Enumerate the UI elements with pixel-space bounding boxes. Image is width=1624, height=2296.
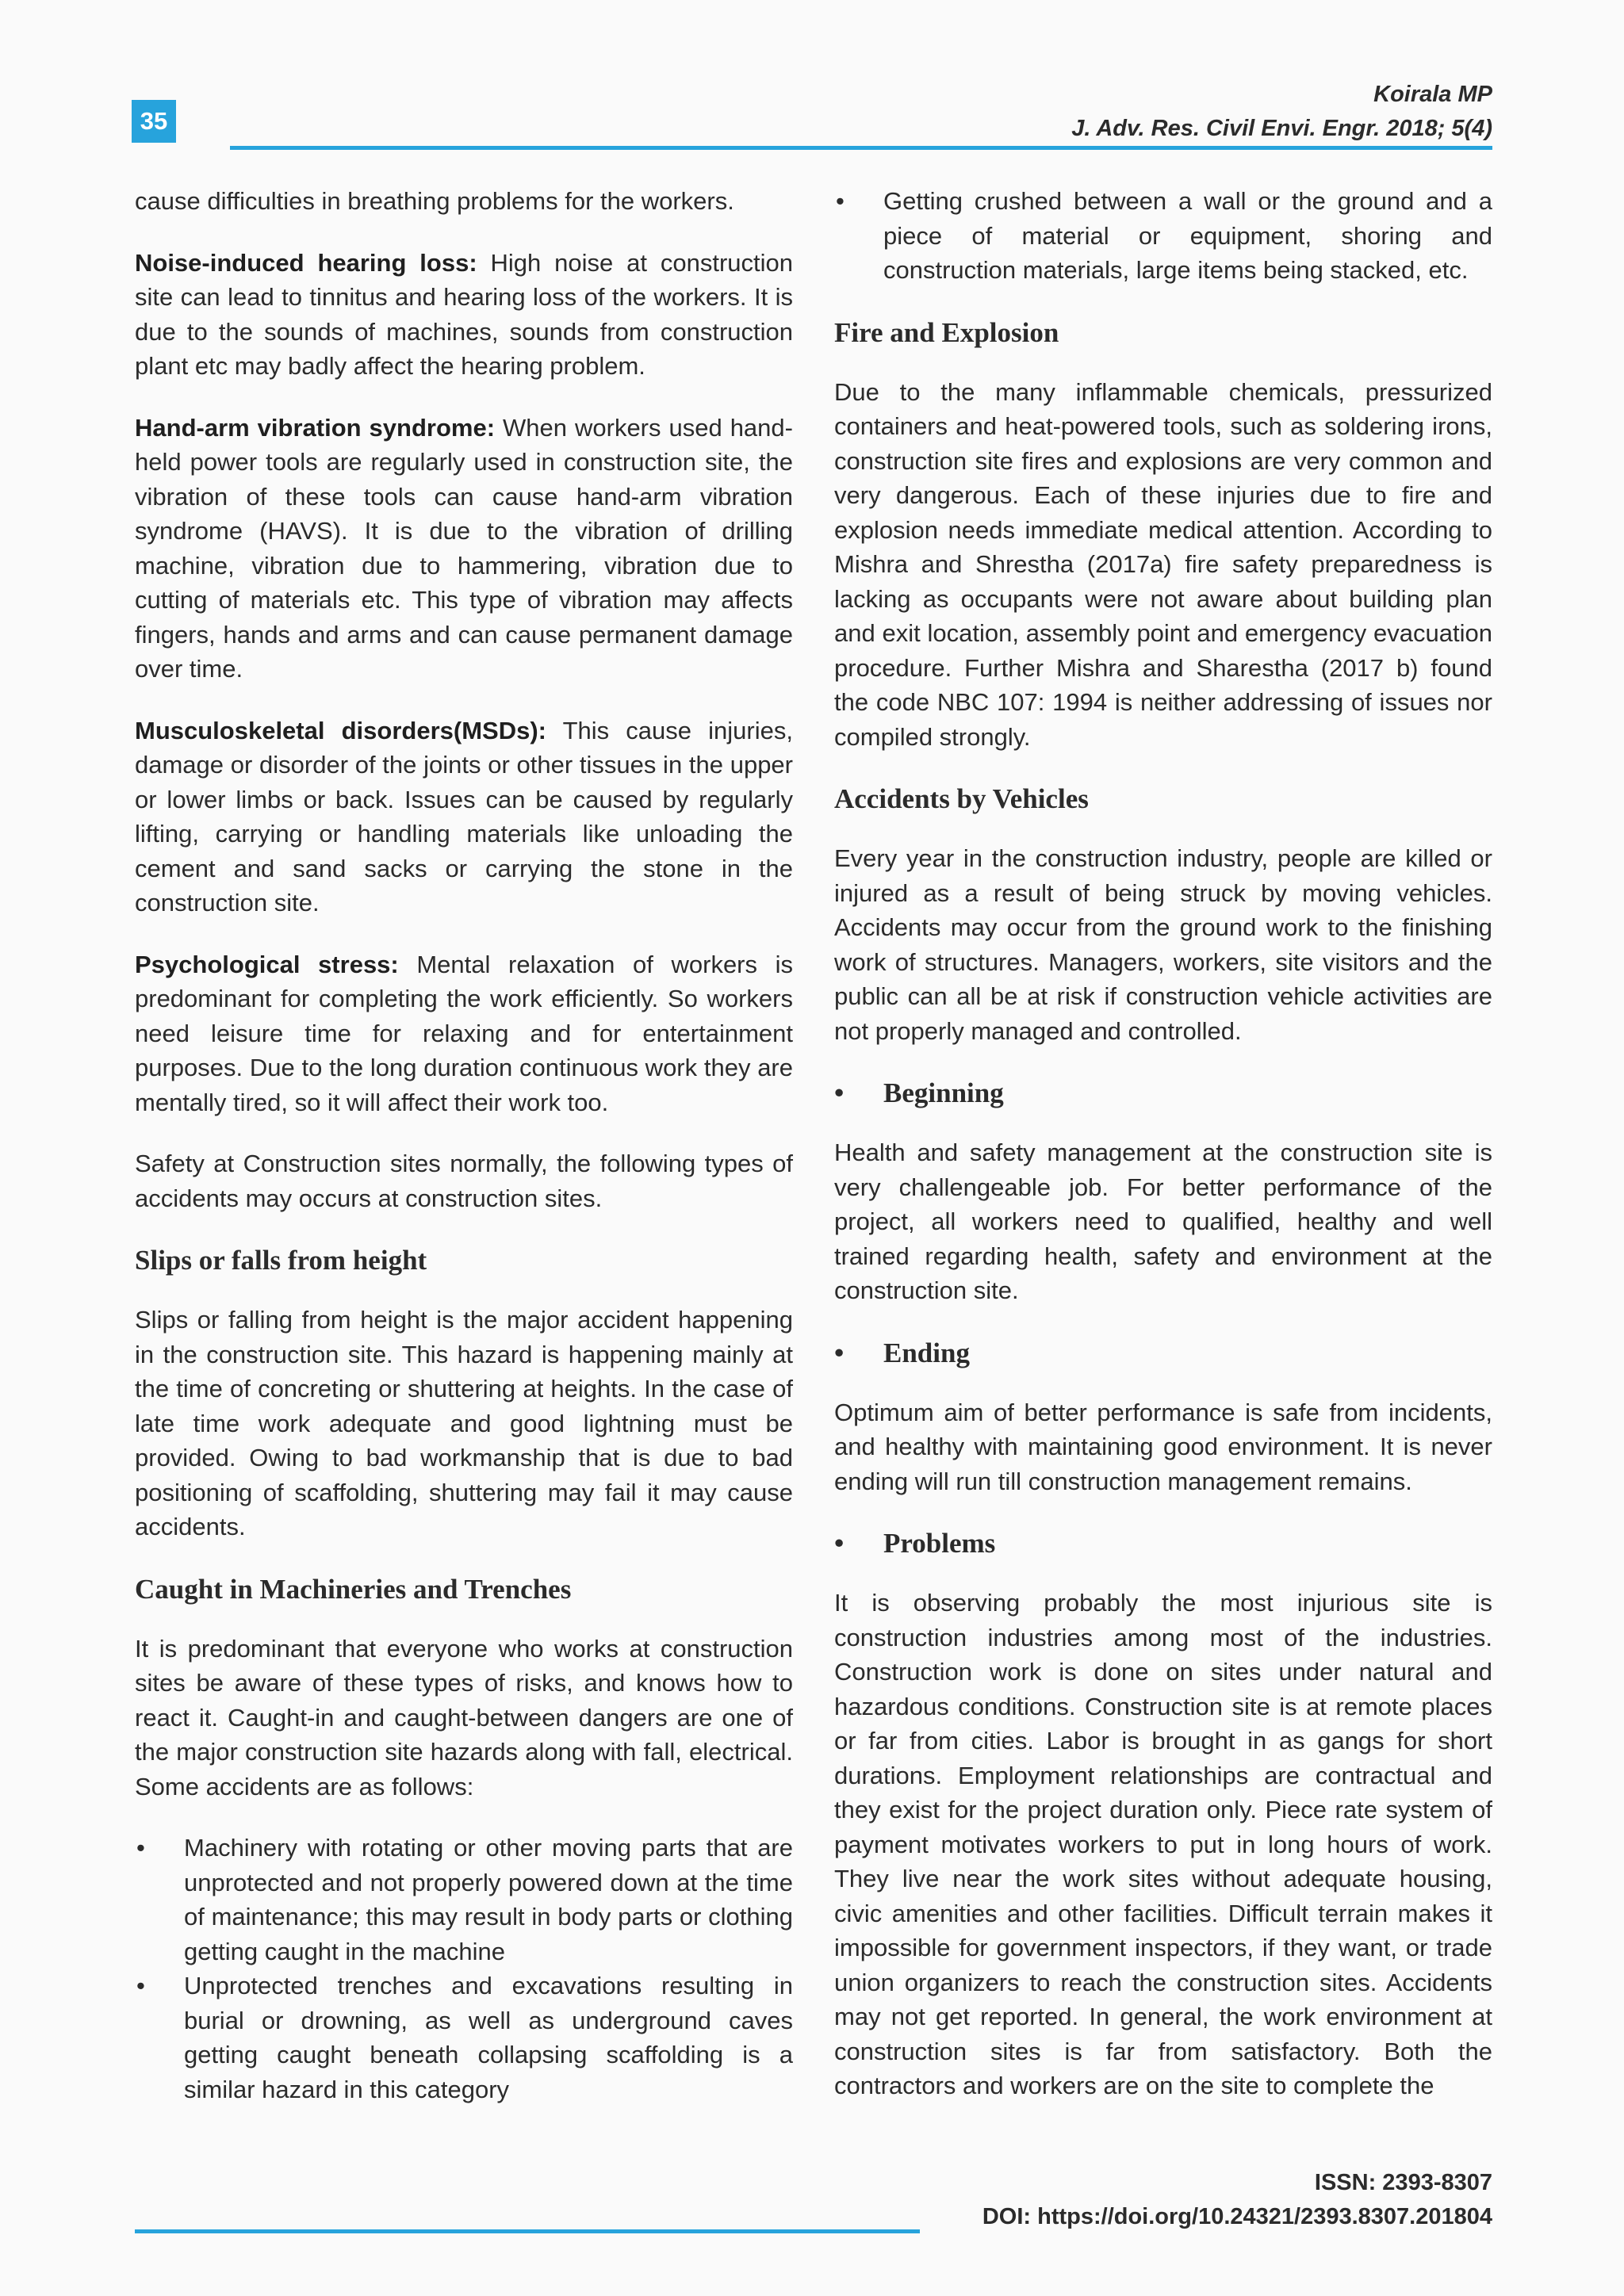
noise-text: High noise at construction site can lead to tinnitus and hearing loss of the workers. It is due to the sounds of machines, sounds from construction plant etc may badly affect the hearing problem. (135, 248, 794, 380)
havs-text: When workers used hand-held power tools are regularly used in construction site, the vibration of these tools can cause hand-arm vibration syndrome (HAVS). It is due to the vibration of drilling machine, vibration due to hammering, vibration due to cutting of materials etc. This type of vibration may affects fingers, hands and arms and can cause permanent damage over time. (135, 413, 793, 683)
heading-slips: Slips or falls from height (135, 1245, 427, 1276)
heading-caught: Caught in Machineries and Trenches (135, 1573, 572, 1605)
noise-label: Noise-induced hearing loss: (135, 248, 477, 277)
heading-beginning-text: Beginning (883, 1077, 1004, 1108)
heading-ending-text: Ending (883, 1337, 970, 1368)
left-column (135, 184, 793, 2133)
footer-doi[interactable]: DOI: https://doi.org/10.24321/2393.8307.201804 (982, 2204, 1492, 2229)
header-journal: J. Adv. Res. Civil Envi. Engr. 2018; 5(4) (1071, 116, 1492, 141)
list-item-text: Machinery with rotating or other moving parts that are unprotected and not properly powered down at the time of maintenance; this may result in body parts or clothing getting caught in the machine (184, 1834, 793, 1965)
heading-problems (834, 1525, 1492, 1562)
msd-text: This cause injuries, damage or disorder of the joints or other tissues in the upper or lower limbs or back. Issues can be caused by regularly lifting, carrying or handling materials like unloading the cement and sand sacks or carrying the stone in the construction site. (135, 716, 793, 916)
paragraph-beginning: Health and safety management at the construction site is very challengeable job. For better performance of the project, all workers need to qualified, healthy and well trained regarding health, safety and environment at the construction site. (834, 1138, 1492, 1304)
paragraph-havs (135, 411, 793, 687)
footer-issn: ISSN: 2393-8307 (1314, 2170, 1492, 2195)
header-rule (230, 146, 1492, 150)
heading-problems-text: Problems (883, 1528, 996, 1559)
hazard-list-continued (834, 184, 1492, 288)
paragraph-continued: cause difficulties in breathing problems for the workers. (135, 187, 734, 215)
paragraph-fire: Due to the many inflammable chemicals, pressurized containers and heat-powered tools, such as soldering irons, construction site fires and explosions are very common and very dangerous. Each of these injuries due to fire and explosion needs immediate medical attention. According to Mishra and Shrestha (2017a) fire safety preparedness is lacking as occupants were not aware about building plan and exit location, assembly point and emergency evacuation procedure. Further Mishra and Sharestha (2017 b) found the code NBC 107: 1994 is neither addressing of issues nor compiled strongly. (834, 377, 1492, 751)
page-number: 35 (132, 100, 176, 143)
heading-ending (834, 1335, 1492, 1372)
bullet-icon: • (136, 1972, 145, 1999)
heading-beginning (834, 1075, 1492, 1112)
psych-label: Psychological stress: (135, 950, 399, 978)
list-item (834, 184, 1492, 288)
paragraph-msd (135, 714, 793, 920)
paragraph-slips: Slips or falling from height is the major accident happening in the construction site. This hazard is happening mainly at the time of concreting or shuttering at heights. In the case of late time work adequate and good lightning must be provided. Owing to bad workmanship that is due to bad positioning of scaffolding, shuttering may fail it may cause accidents. (135, 1306, 793, 1540)
running-header (1071, 78, 1492, 146)
footer (982, 2166, 1492, 2234)
heading-vehicles: Accidents by Vehicles (834, 783, 1089, 814)
msd-label: Musculoskeletal disorders(MSDs): (135, 716, 546, 744)
header-author: Koirala MP (1373, 82, 1492, 107)
bullet-icon: • (836, 187, 845, 215)
paragraph-safety: Safety at Construction sites normally, the following types of accidents may occurs at construction sites. (135, 1150, 793, 1212)
bullet-icon: • (834, 1077, 845, 1108)
hazard-list (135, 1831, 793, 2107)
paragraph-psych (135, 947, 793, 1120)
havs-label: Hand-arm vibration syndrome: (135, 413, 496, 442)
paragraph-caught: It is predominant that everyone who works at construction sites be aware of these types of risks, and knows how to react it. Caught-in and caught-between dangers are one of the major construction site hazards along with fall, electrical. Some accidents are as follows: (135, 1634, 793, 1800)
paragraph-vehicles: Every year in the construction industry, people are killed or injured as a result of being struck by moving vehicles. Accidents may occur from the ground work to the finishing work of structures. Managers, workers, site visitors and the public can all be at risk if construction vehicle activities are not properly managed and controlled. (834, 844, 1492, 1045)
bullet-icon: • (834, 1337, 845, 1368)
heading-fire: Fire and Explosion (834, 316, 1059, 348)
list-item-text: Getting crushed between a wall or the ground and a piece of material or equipment, shoring and construction materials, large items being stacked, etc. (883, 187, 1492, 284)
list-item-text: Unprotected trenches and excavations resulting in burial or drowning, as well as underground caves getting caught beneath collapsing scaffolding is a similar hazard in this category (184, 1972, 793, 2103)
paragraph-problems: It is observing probably the most injurious site is construction industries among most of the industries. Construction work is done on sites under natural and hazardous conditions. Construction site is at remote places or far from cities. Labor is brought in as gangs for short durations. Employment relationships are contractual and they exist for the project duration only. Piece rate system of payment motivates workers to put in long hours of work. They live near the work sites without adequate housing, civic amenities and other facilities. Difficult terrain makes it impossible for government inspectors, if they want, or trade union organizers to reach the construction sites. Accidents may not get reported. In general, the work environment at construction sites is far from satisfactory. Both the contractors and workers are on the site to complete the (834, 1589, 1492, 2099)
right-column (834, 184, 1492, 2130)
paragraph-ending: Optimum aim of better performance is safe from incidents, and healthy with maintaining good environment. It is never ending will run till construction management remains. (834, 1398, 1492, 1495)
list-item (135, 1969, 793, 2107)
paragraph-noise (135, 246, 793, 384)
list-item (135, 1831, 793, 1969)
psych-text: Mental relaxation of workers is predominant for completing the work efficiently. So workers need leisure time for relaxing and for entertainment purposes. Due to the long duration continuous work they are mentally tired, so it will affect their work too. (135, 950, 794, 1116)
bullet-icon: • (136, 1834, 145, 1862)
bullet-icon: • (834, 1528, 845, 1559)
footer-rule (135, 2229, 920, 2233)
